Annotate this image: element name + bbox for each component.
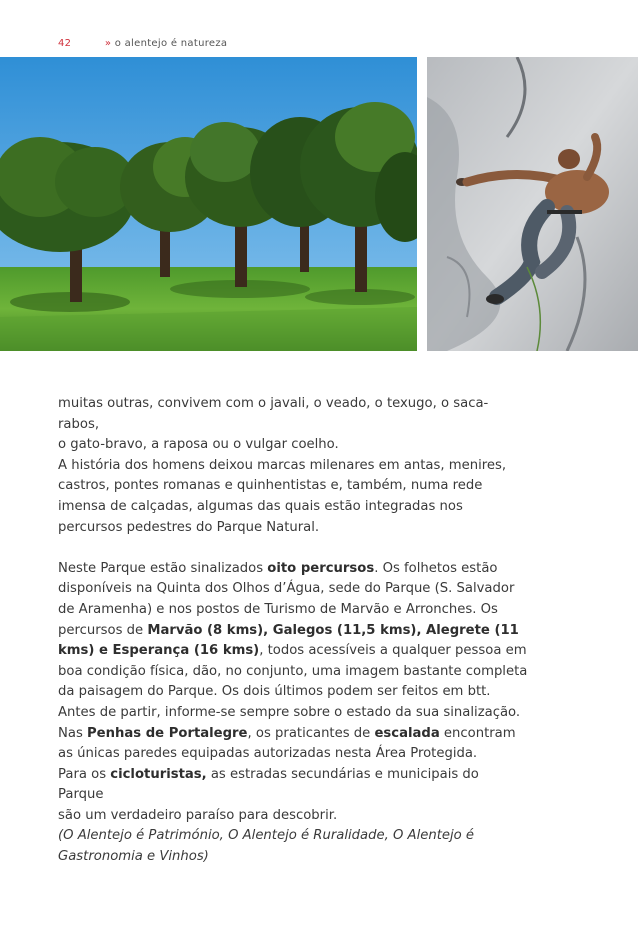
section-title: o alentejo é natureza	[114, 38, 228, 49]
text-line: muitas outras, convivem com o javali, o veado, o texugo, o saca-rabos,	[58, 396, 489, 432]
italic-text: (O Alentejo é Património, O Alentejo é Ruralidade, O Alentejo é	[58, 828, 475, 844]
bold-text: kms) e Esperança (16 kms)	[58, 643, 260, 659]
page-number: 42	[58, 38, 72, 49]
text-span: percursos de	[58, 622, 148, 638]
text-line: imensa de calçadas, algumas das quais estão integradas nos	[58, 498, 463, 514]
text-line: percursos pedestres do Parque Natural.	[58, 519, 320, 535]
text-line	[58, 559, 528, 580]
text-line	[58, 724, 528, 745]
text-span: Para os	[58, 766, 111, 782]
bold-text: oito percursos	[267, 560, 375, 576]
text-span: , todos acessíveis a qualquer pessoa em	[259, 643, 527, 659]
italic-text: Gastronomia e Vinhos)	[58, 849, 209, 865]
text-line	[58, 641, 528, 662]
text-line: de Aramenha) e nos postos de Turismo de Marvão e Arronches. Os	[58, 601, 498, 617]
text-line: boa condição física, dão, no conjunto, uma imagem bastante completa	[58, 663, 528, 679]
text-line	[58, 621, 528, 642]
text-line	[58, 765, 528, 806]
rock-climber-photo	[427, 57, 638, 351]
text-line: da paisagem do Parque. Os dois últimos podem ser feitos em btt.	[58, 684, 491, 700]
trees-meadow-photo	[0, 57, 417, 351]
bold-text: cicloturistas,	[110, 766, 207, 782]
bold-text: escalada	[374, 725, 440, 741]
text-span: Nas	[58, 725, 88, 741]
text-span: as estradas secundárias e municipais do Parque	[58, 766, 479, 803]
text-line: são um verdadeiro paraíso para descobrir.	[58, 807, 338, 823]
text-span: , os praticantes de	[247, 725, 375, 741]
text-span: encontram	[439, 725, 516, 741]
bold-text: Penhas de Portalegre	[87, 725, 248, 741]
text-line: castros, pontes romanas e quinhentistas e, também, numa rede	[58, 478, 483, 494]
text-line: Antes de partir, informe-se sempre sobre o estado da sua sinalização.	[58, 704, 521, 720]
chevron-icon: »	[104, 38, 112, 49]
text-line	[58, 826, 528, 847]
text-line: disponíveis na Quinta dos Olhos d’Água, sede do Parque (S. Salvador	[58, 581, 515, 597]
article-body	[58, 394, 528, 868]
text-span: . Os folhetos estão	[374, 560, 498, 576]
text-line: as únicas paredes equipadas autorizadas nesta Área Protegida.	[58, 746, 478, 762]
text-span: Neste Parque estão sinalizados	[58, 560, 268, 576]
bold-text: Marvão (8 kms), Galegos (11,5 kms), Alegrete (11	[147, 622, 519, 638]
text-line	[58, 847, 528, 868]
text-line: o gato-bravo, a raposa ou o vulgar coelho.	[58, 437, 339, 453]
page-header	[58, 38, 227, 49]
text-line: A história dos homens deixou marcas milenares em antas, menires,	[58, 457, 507, 473]
